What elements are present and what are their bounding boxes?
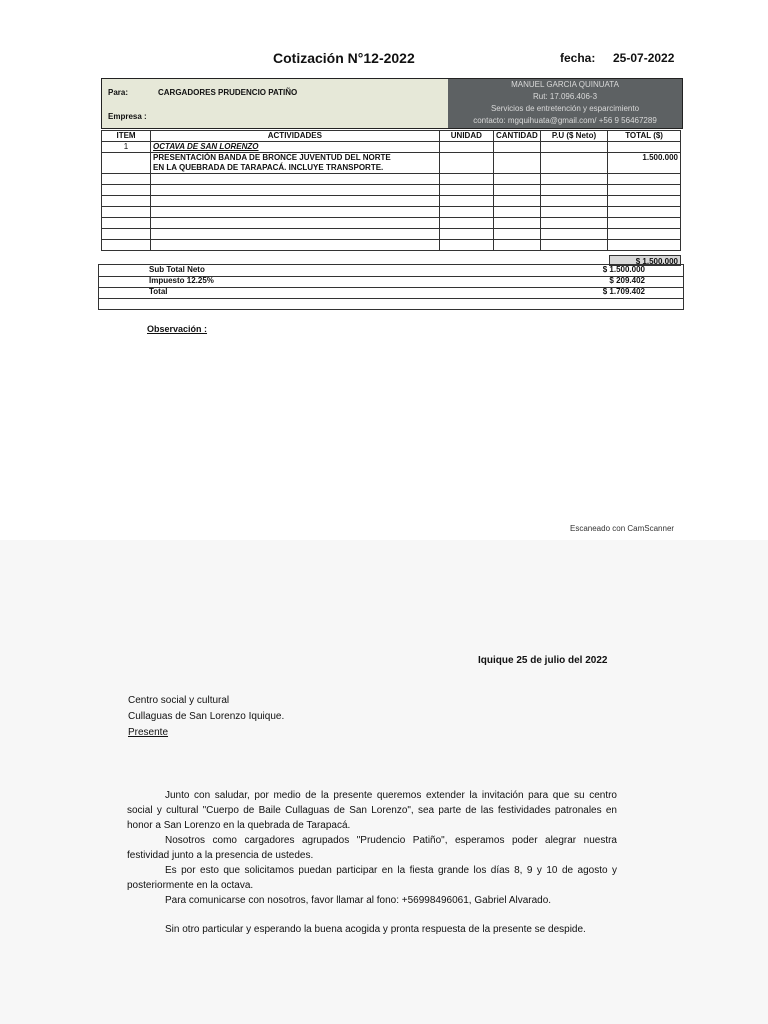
recipient-line-1: Centro social y cultural <box>128 695 230 706</box>
date-label: fecha: <box>560 51 596 65</box>
paragraph-5: Sin otro particular y esperando la buena acogida y pronta respuesta de la presente se despide. <box>165 924 586 935</box>
table-row <box>102 218 681 229</box>
table-header-row <box>102 131 681 142</box>
subtotal-label: Sub Total Neto <box>149 265 205 274</box>
date-value: 25-07-2022 <box>613 51 675 65</box>
tax-value: $ 209.402 <box>609 276 645 285</box>
letter-page <box>0 540 768 1024</box>
table-row <box>102 196 681 207</box>
col-cantidad: CANTIDAD <box>493 131 540 142</box>
col-total: TOTAL ($) <box>608 131 681 142</box>
table-row <box>102 142 681 153</box>
col-actividades: ACTIVIDADES <box>151 131 440 142</box>
col-pu: P.U ($ Neto) <box>540 131 607 142</box>
client-block <box>102 79 448 128</box>
provider-services: Servicios de entretención y esparcimiento <box>490 104 640 113</box>
provider-rut: Rut: 17.096.406-3 <box>532 92 598 101</box>
paragraph-1: Junto con saludar, por medio de la presente queremos extender la invitación para que su centro social y cultural "Cuerpo de Baile Cullaguas de San Lorenzo", sea parte de las festividades patronales en honor a San Lorenzo en la quebrada de Tarapacá. <box>127 790 617 831</box>
para-value: CARGADORES PRUDENCIO PATIÑO <box>158 88 298 97</box>
recipient-line-3: Presente <box>128 727 169 738</box>
activity-title: OCTAVA DE SAN LORENZO <box>151 142 440 153</box>
subtotal-value: $ 1.500.000 <box>602 265 645 274</box>
provider-name: MANUEL GARCIA QUINUATA <box>511 80 619 89</box>
summary-total-row <box>99 287 683 299</box>
total-value: $ 1.709.402 <box>602 287 645 296</box>
quote-header <box>101 78 683 129</box>
table-row <box>102 207 681 218</box>
empresa-label: Empresa : <box>108 112 147 121</box>
recipient-line-2: Cullaguas de San Lorenzo Iquique. <box>128 711 285 722</box>
table-row <box>102 174 681 185</box>
table-row <box>102 185 681 196</box>
quote-title: Cotización N°12-2022 <box>273 50 415 66</box>
activity-desc-line-2: EN LA QUEBRADA DE TARAPACÁ. INCLUYE TRANSPORTE. <box>153 163 384 172</box>
recipient-block <box>128 693 284 741</box>
tax-label: Impuesto 12.25% <box>149 276 214 285</box>
col-unidad: UNIDAD <box>439 131 493 142</box>
items-table <box>101 130 681 251</box>
column-total: $ 1.500.000 <box>609 255 681 266</box>
scanner-watermark: Escaneado con CamScanner <box>570 524 675 533</box>
paragraph-3: Es por esto que solicitamos puedan participar en la fiesta grande los días 8, 9 y 10 de agosto y posteriormente en la octava. <box>127 865 617 891</box>
summary-box <box>98 264 684 310</box>
activity-desc-line-1: PRESENTACIÓN BANDA DE BRONCE JUVENTUD DEL NORTE <box>153 153 391 162</box>
table-row <box>102 229 681 240</box>
letter-date: Iquique 25 de julio del 2022 <box>478 655 608 666</box>
provider-block <box>448 79 682 128</box>
activity-description <box>151 153 440 174</box>
observation-label: Observación : <box>147 324 208 334</box>
total-label: Total <box>149 287 168 296</box>
provider-contact: contacto: mgquihuata@gmail.com/ +56 9 56467289 <box>473 116 657 125</box>
para-label: Para: <box>108 88 129 97</box>
letter-body <box>127 788 617 937</box>
paragraph-2: Nosotros como cargadores agrupados "Prudencio Patiño", esperamos poder alegrar nuestra festividad junto a la presencia de ustedes. <box>127 835 617 861</box>
paragraph-4: Para comunicarse con nosotros, favor llamar al fono: +56998496061, Gabriel Alvarado. <box>165 895 552 906</box>
table-row <box>102 240 681 251</box>
table-row <box>102 153 681 174</box>
col-item: ITEM <box>102 131 151 142</box>
row-total: 1.500.000 <box>608 153 681 174</box>
item-number: 1 <box>102 142 151 153</box>
